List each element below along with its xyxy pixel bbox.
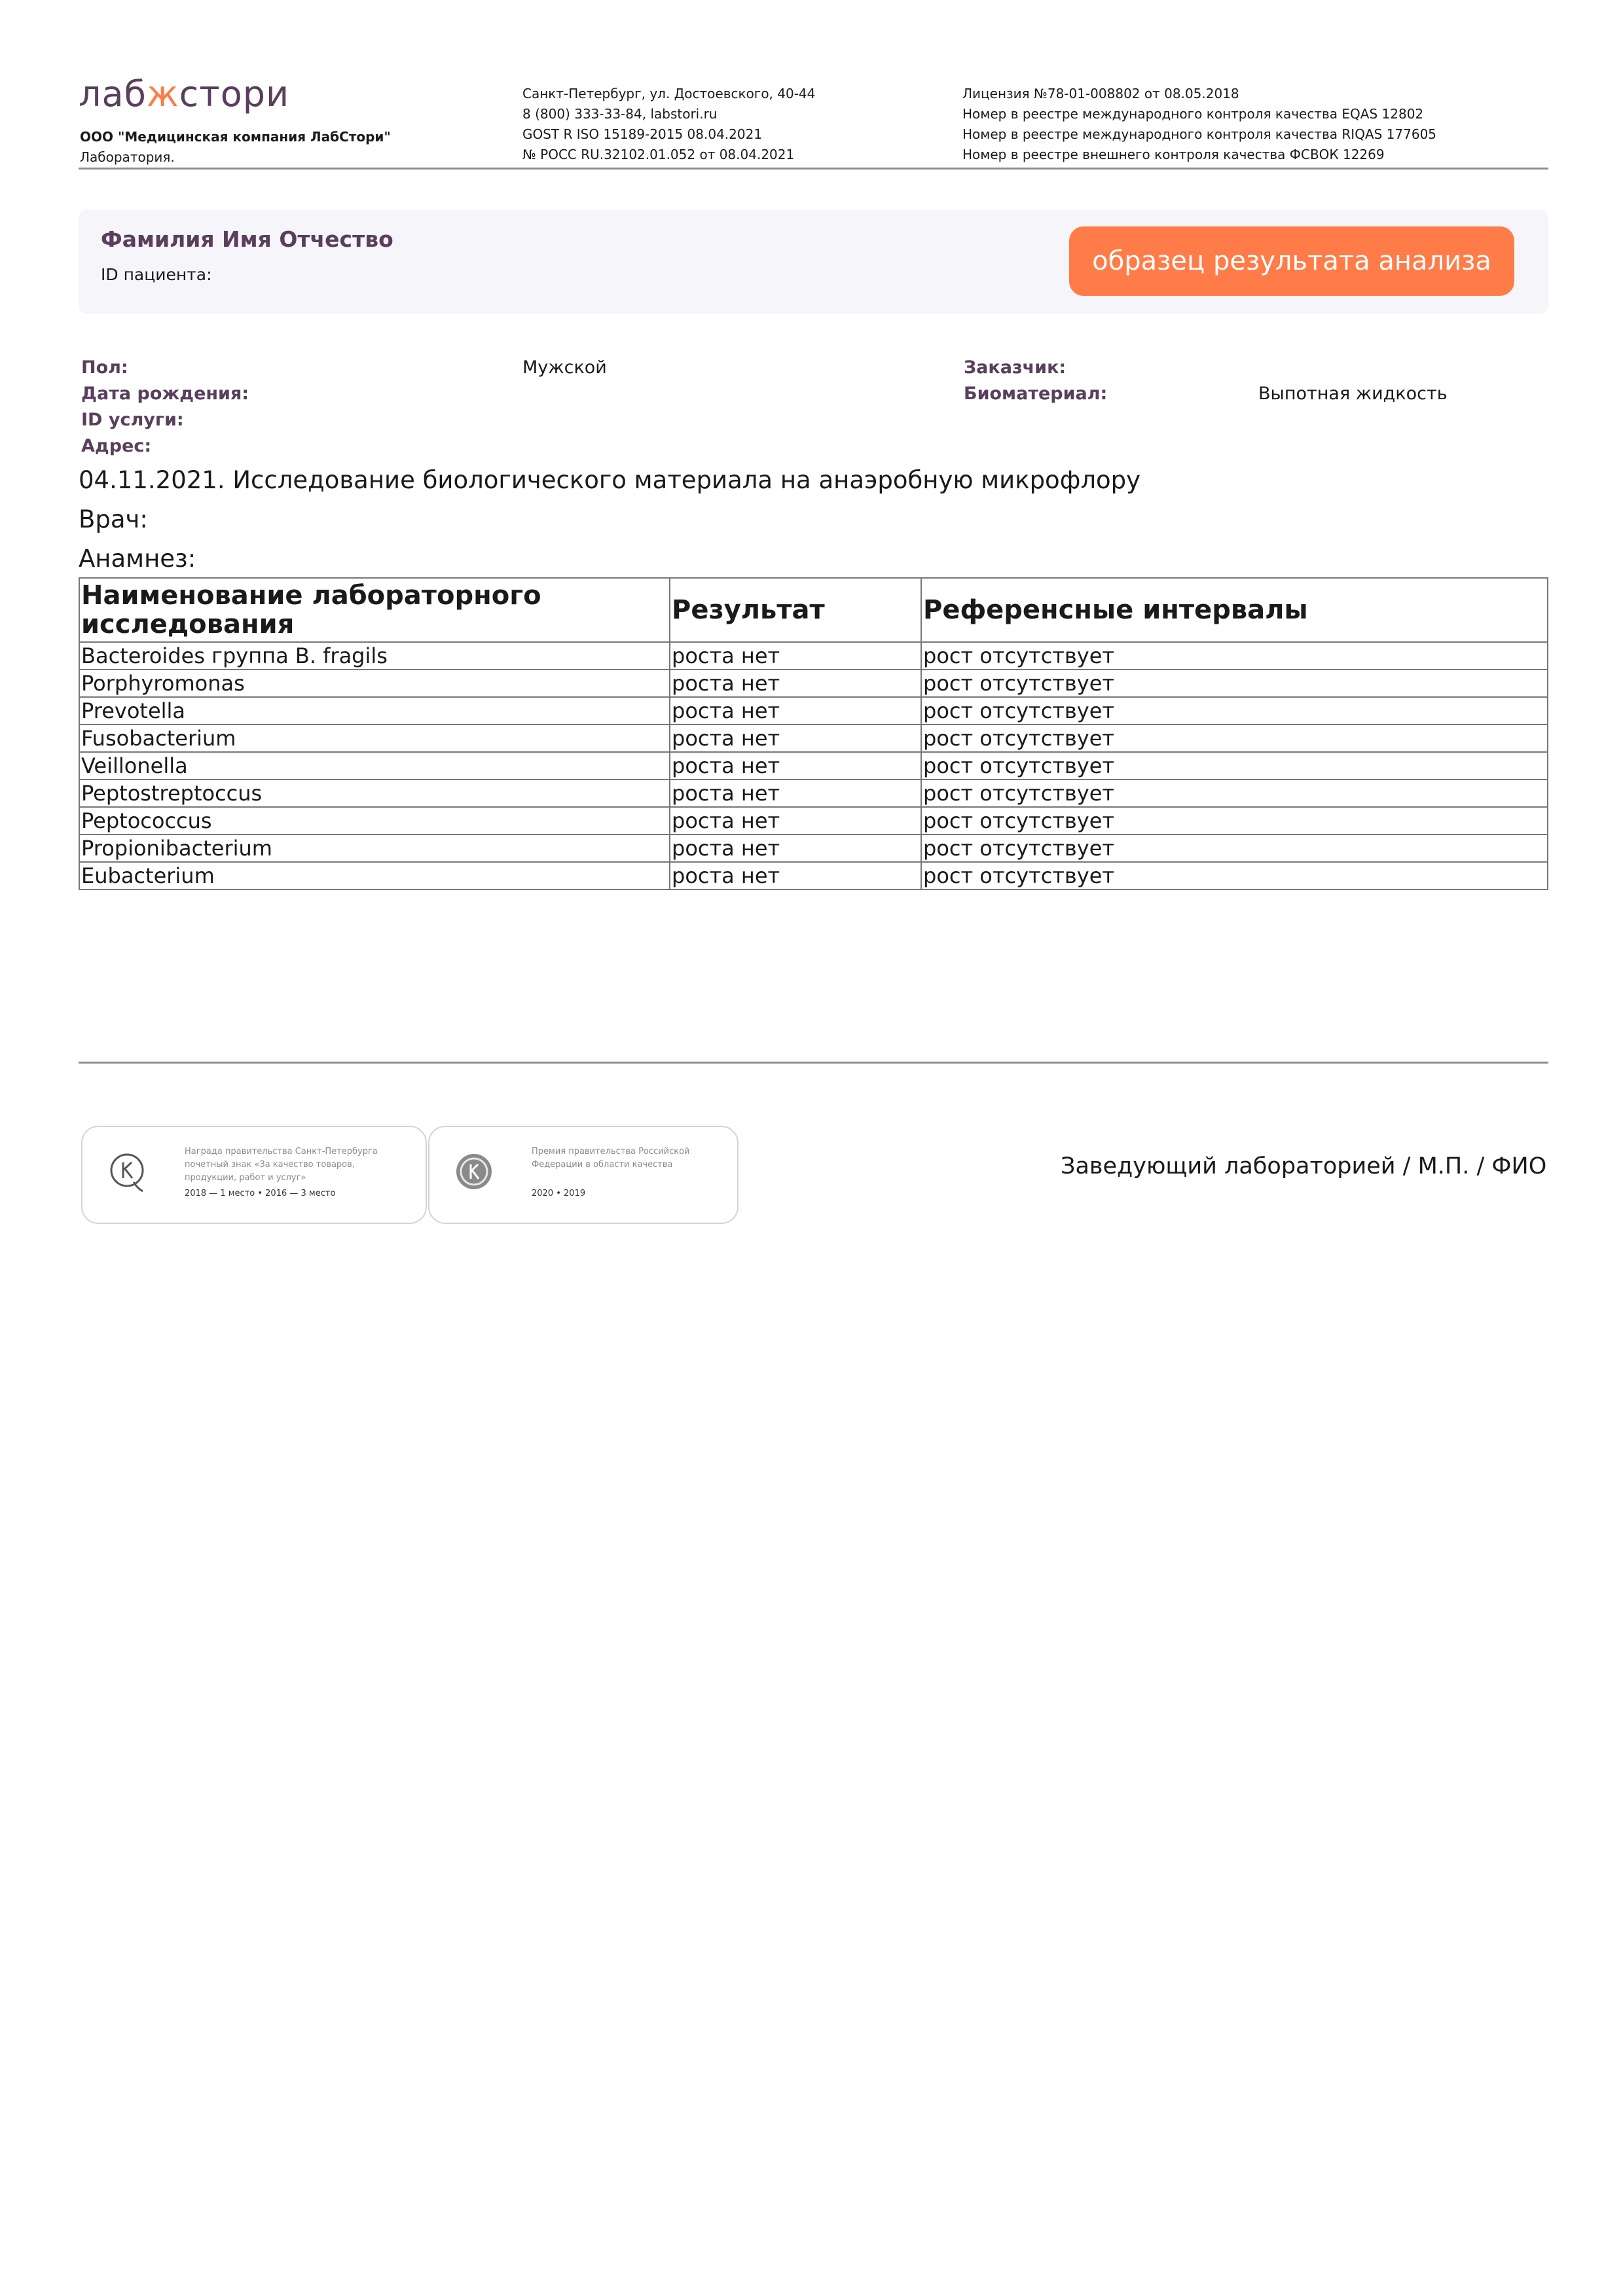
award-text-line: Награда правительства Санкт-Петербурга	[185, 1147, 378, 1157]
license-line: Лицензия №78-01-008802 от 08.05.2018	[962, 86, 1239, 101]
address-label: Адрес:	[81, 436, 152, 456]
company-logo	[79, 73, 289, 115]
table-header-row	[79, 578, 1548, 642]
test-result: роста нет	[670, 780, 921, 807]
test-result: роста нет	[670, 670, 921, 697]
table-row	[79, 725, 1548, 752]
test-name: Porphyromonas	[79, 670, 670, 697]
licenses-block	[962, 84, 1436, 165]
table-row	[79, 834, 1548, 862]
sample-result-badge: образец результата анализа	[1069, 226, 1514, 296]
award-text-line: продукции, работ и услуг»	[185, 1173, 306, 1183]
test-name: Fusobacterium	[79, 725, 670, 752]
results-table	[79, 577, 1548, 890]
service-id-label: ID услуги:	[81, 410, 184, 430]
table-row	[79, 697, 1548, 725]
column-header-result: Результат	[670, 578, 921, 642]
sex-value: Мужской	[522, 357, 607, 378]
contact-line: № РОСС RU.32102.01.052 от 08.04.2021	[522, 147, 795, 162]
test-reference: рост отсутствует	[921, 642, 1548, 670]
signature-line: Заведующий лабораторией / М.П. / ФИО	[1061, 1153, 1547, 1179]
award-years: 2018 — 1 место • 2016 — 3 место	[185, 1189, 336, 1198]
test-result: роста нет	[670, 807, 921, 834]
quality-seal-icon	[454, 1148, 494, 1199]
contact-line: Санкт-Петербург, ул. Достоевского, 40-44	[522, 86, 816, 101]
test-result: роста нет	[670, 752, 921, 780]
footer-divider	[79, 1062, 1548, 1064]
sex-label: Пол:	[81, 357, 128, 378]
award-text-line: Премия правительства Российской	[532, 1147, 690, 1157]
table-row	[79, 752, 1548, 780]
test-name: Prevotella	[79, 697, 670, 725]
test-reference: рост отсутствует	[921, 807, 1548, 834]
license-line: Номер в реестре внешнего контроля качества ФСВОК 12269	[962, 147, 1385, 162]
test-result: роста нет	[670, 834, 921, 862]
award-text-line: Федерации в области качества	[532, 1160, 673, 1170]
test-result: роста нет	[670, 862, 921, 889]
table-row	[79, 807, 1548, 834]
test-reference: рост отсутствует	[921, 697, 1548, 725]
test-reference: рост отсутствует	[921, 834, 1548, 862]
table-row	[79, 780, 1548, 807]
award-badge-spb	[81, 1126, 427, 1224]
test-name: Veillonella	[79, 752, 670, 780]
test-reference: рост отсутствует	[921, 780, 1548, 807]
test-name: Peptococcus	[79, 807, 670, 834]
doctor-label: Врач:	[79, 505, 148, 533]
contact-line: GOST R ISO 15189-2015 08.04.2021	[522, 126, 763, 142]
biomaterial-label: Биоматериал:	[964, 384, 1108, 404]
table-row	[79, 862, 1548, 889]
license-line: Номер в реестре международного контроля качества RIQAS 177605	[962, 126, 1437, 142]
logo-text-part1: лаб	[79, 73, 147, 115]
contacts-block	[522, 84, 815, 165]
award-years: 2020 • 2019	[532, 1189, 586, 1198]
award-badge-rf	[428, 1126, 739, 1224]
award-text-line: почетный знак «За качество товаров,	[185, 1160, 355, 1170]
column-header-test: Наименование лабораторного исследования	[79, 578, 670, 642]
company-name: ООО "Медицинская компания ЛабСтори"	[80, 129, 391, 145]
test-result: роста нет	[670, 725, 921, 752]
license-line: Номер в реестре международного контроля качества EQAS 12802	[962, 106, 1424, 122]
logo-text-part2: стори	[179, 73, 290, 115]
test-name: Propionibacterium	[79, 834, 670, 862]
test-reference: рост отсутствует	[921, 670, 1548, 697]
table-row	[79, 670, 1548, 697]
customer-label: Заказчик:	[964, 357, 1067, 378]
column-header-reference: Референсные интервалы	[921, 578, 1548, 642]
dob-label: Дата рождения:	[81, 384, 249, 404]
test-reference: рост отсутствует	[921, 725, 1548, 752]
contact-line: 8 (800) 333-33-84, labstori.ru	[522, 106, 718, 122]
test-result: роста нет	[670, 697, 921, 725]
header-divider	[79, 168, 1548, 170]
biomaterial-value: Выпотная жидкость	[1258, 384, 1448, 404]
patient-id-label: ID пациента:	[101, 265, 212, 284]
study-title: 04.11.2021. Исследование биологического материала на анаэробную микрофлору	[79, 466, 1141, 494]
table-row	[79, 642, 1548, 670]
logo-mark-icon: ж	[146, 73, 179, 115]
test-result: роста нет	[670, 642, 921, 670]
test-name: Bacteroides группа B. fragils	[79, 642, 670, 670]
test-name: Peptostreptoccus	[79, 780, 670, 807]
company-block	[80, 127, 391, 168]
test-reference: рост отсутствует	[921, 752, 1548, 780]
company-subtitle: Лаборатория.	[80, 149, 175, 165]
anamnesis-label: Анамнез:	[79, 545, 196, 573]
test-reference: рост отсутствует	[921, 862, 1548, 889]
patient-name: Фамилия Имя Отчество	[101, 226, 393, 252]
test-name: Eubacterium	[79, 862, 670, 889]
quality-emblem-icon	[107, 1148, 147, 1199]
